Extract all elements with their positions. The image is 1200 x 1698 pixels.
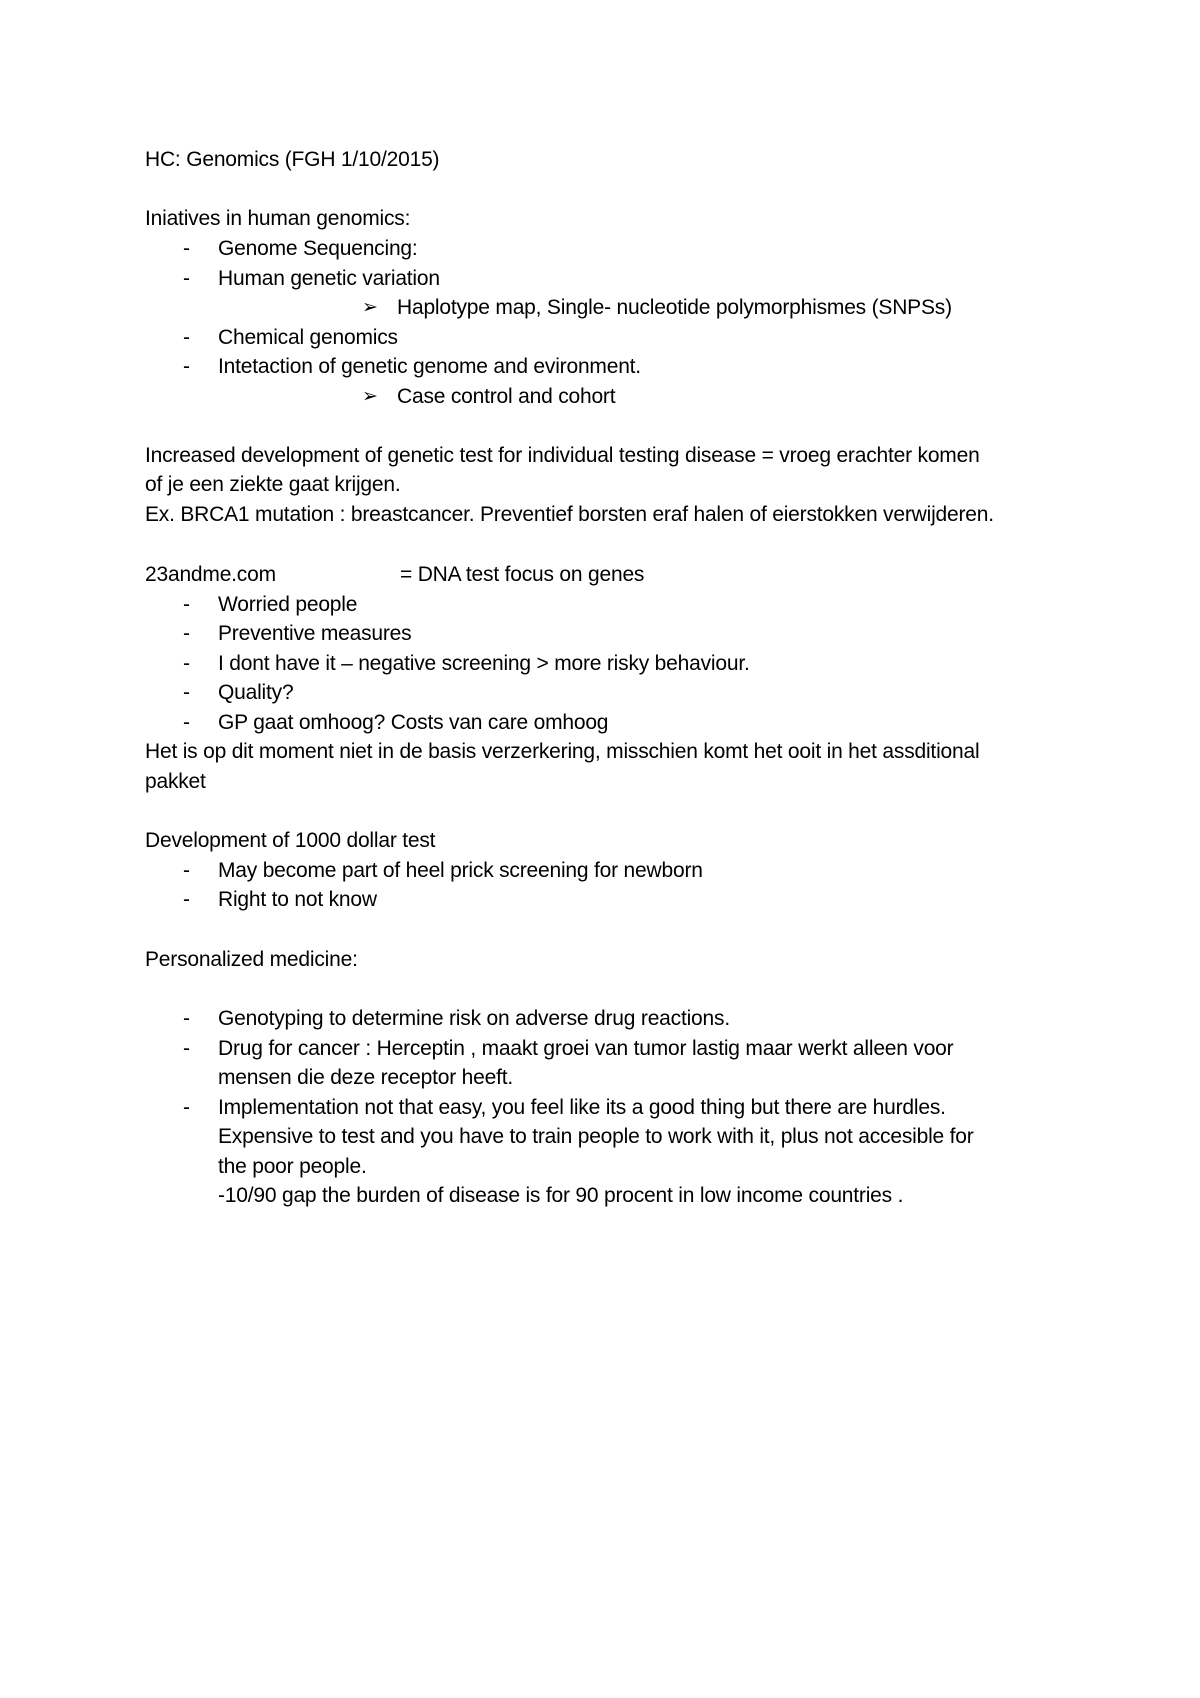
bullet-dash: - xyxy=(183,888,190,911)
paragraph-line: Increased development of genetic test for individual testing disease = vroeg erachter komen xyxy=(145,444,980,467)
bullet-dash: - xyxy=(183,326,190,349)
section-description: = DNA test focus on genes xyxy=(400,563,645,586)
paragraph-line: of je een ziekte gaat krijgen. xyxy=(145,473,401,496)
bullet-dash: - xyxy=(183,711,190,734)
bullet-dash: - xyxy=(183,1037,190,1060)
sub-list-item: Case control and cohort xyxy=(397,385,616,408)
bullet-dash: - xyxy=(183,859,190,882)
list-item-continuation: -10/90 gap the burden of disease is for 90 procent in low income countries . xyxy=(218,1184,904,1207)
bullet-dash: - xyxy=(183,622,190,645)
bullet-dash: - xyxy=(183,593,190,616)
list-item: I dont have it – negative screening > more risky behaviour. xyxy=(218,652,750,675)
section-heading-23andme: 23andme.com xyxy=(145,563,276,586)
bullet-dash: - xyxy=(183,267,190,290)
list-item: Right to not know xyxy=(218,888,377,911)
arrow-bullet-icon: ➢ xyxy=(362,297,378,318)
list-item: GP gaat omhoog? Costs van care omhoog xyxy=(218,711,609,734)
list-item: Intetaction of genetic genome and evironment. xyxy=(218,355,641,378)
list-item: Implementation not that easy, you feel like its a good thing but there are hurdles. xyxy=(218,1096,946,1119)
section-heading-initiatives: Iniatives in human genomics: xyxy=(145,207,411,230)
list-item-continuation: the poor people. xyxy=(218,1155,367,1178)
section-heading-personalized-medicine: Personalized medicine: xyxy=(145,948,358,971)
list-item: May become part of heel prick screening for newborn xyxy=(218,859,703,882)
bullet-dash: - xyxy=(183,652,190,675)
arrow-bullet-icon: ➢ xyxy=(362,386,378,407)
list-item: Worried people xyxy=(218,593,358,616)
paragraph-line: Ex. BRCA1 mutation : breastcancer. Preventief borsten eraf halen of eierstokken verwijderen. xyxy=(145,503,994,526)
paragraph-line: Het is op dit moment niet in de basis verzerkering, misschien komt het ooit in het assditional xyxy=(145,740,980,763)
bullet-dash: - xyxy=(183,1096,190,1119)
bullet-dash: - xyxy=(183,355,190,378)
list-item-continuation: mensen die deze receptor heeft. xyxy=(218,1066,513,1089)
list-item: Quality? xyxy=(218,681,294,704)
list-item: Drug for cancer : Herceptin , maakt groei van tumor lastig maar werkt alleen voor xyxy=(218,1037,954,1060)
sub-list-item: Haplotype map, Single- nucleotide polymorphismes (SNPSs) xyxy=(397,296,952,319)
paragraph-line: pakket xyxy=(145,770,206,793)
section-heading-development: Development of 1000 dollar test xyxy=(145,829,436,852)
list-item: Genome Sequencing: xyxy=(218,237,418,260)
bullet-dash: - xyxy=(183,237,190,260)
list-item: Chemical genomics xyxy=(218,326,398,349)
bullet-dash: - xyxy=(183,1007,190,1030)
list-item: Preventive measures xyxy=(218,622,412,645)
list-item: Genotyping to determine risk on adverse drug reactions. xyxy=(218,1007,730,1030)
list-item-continuation: Expensive to test and you have to train people to work with it, plus not accesible for xyxy=(218,1125,974,1148)
bullet-dash: - xyxy=(183,681,190,704)
document-title: HC: Genomics (FGH 1/10/2015) xyxy=(145,148,440,171)
list-item: Human genetic variation xyxy=(218,267,440,290)
